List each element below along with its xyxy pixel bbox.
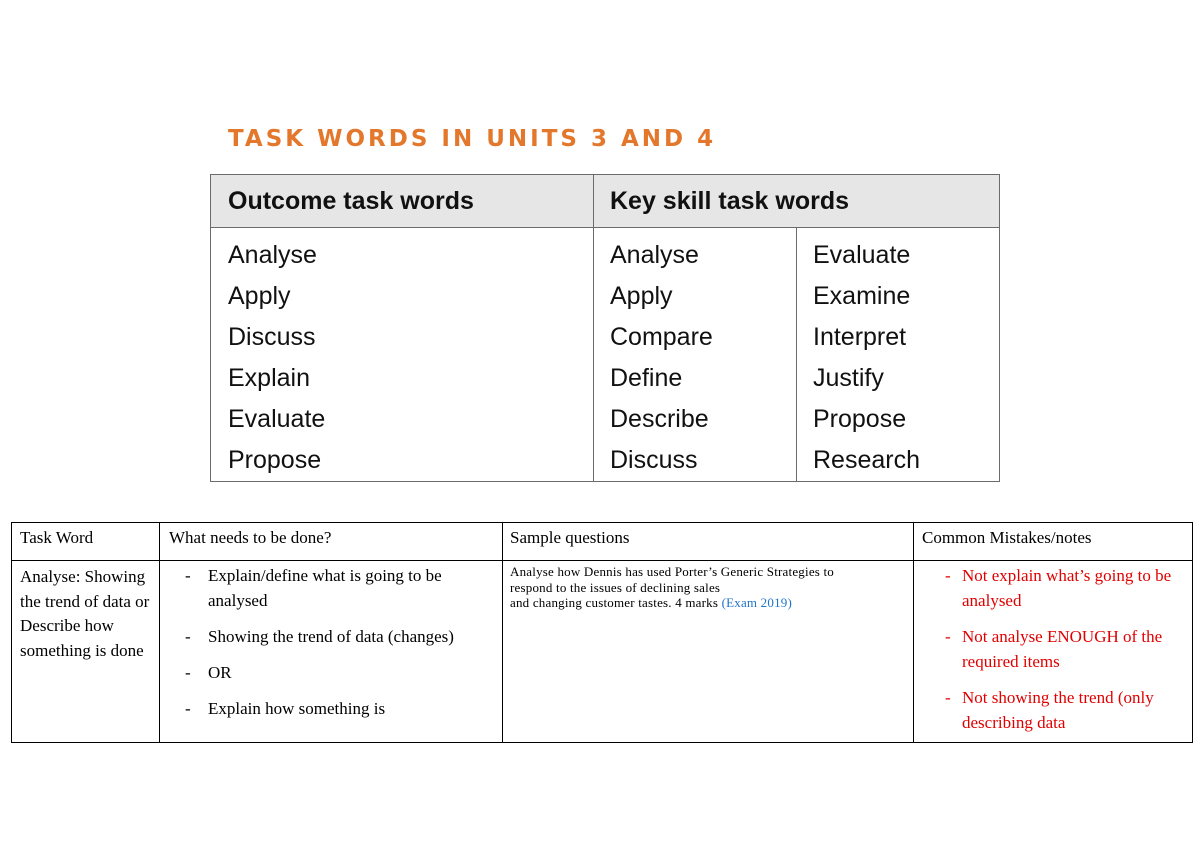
key-skill-word: Describe [610,405,709,433]
outcome-word: Propose [228,446,322,474]
header-task-word: Task Word [20,528,94,547]
exam-reference: (Exam 2019) [721,595,793,610]
key-skill-word: Examine [813,282,911,310]
sample-question-cell [510,564,905,611]
outcome-word: Discuss [228,323,316,351]
list-item: - Not analyse ENOUGH of the required items [942,624,1177,674]
task-words-table-header [211,175,999,228]
list-item: - Not showing the trend (only describing data [942,685,1177,735]
outcome-word: Evaluate [228,405,326,433]
task-word-cell: Analyse: Showing the trend of data or Describe how something is done [20,567,150,660]
sample-question-text: and changing customer tastes. 4 marks [510,595,722,610]
header-sample-questions: Sample questions [510,528,630,547]
list-item: - Not explain what’s going to be analysed [942,563,1177,613]
sample-question-line: Analyse how Dennis has used Porter’s Generic Strategies to [510,564,835,579]
list-item: - Explain how something is [182,696,502,721]
list-item: - Showing the trend of data (changes) [182,624,502,649]
key-skill-word: Discuss [610,446,698,474]
task-words-table [210,174,1000,482]
what-needs-list [182,563,502,732]
key-skill-word: Research [813,446,920,474]
outcome-word: Apply [228,282,291,310]
key-skill-word: Define [610,364,683,392]
column-divider [502,523,503,742]
key-skill-word: Evaluate [813,241,911,269]
outcome-word: Analyse [228,241,317,269]
page-title: TASK WORDS IN UNITS 3 AND 4 [228,126,717,152]
row-divider [12,560,1192,561]
mistakes-list [942,563,1177,746]
key-skill-word: Apply [610,282,673,310]
column-divider [913,523,914,742]
key-skill-word: Analyse [610,241,699,269]
sample-question-line: respond to the issues of declining sales [510,579,721,595]
key-skill-header: Key skill task words [610,187,850,215]
list-item: - OR [182,660,502,685]
key-skill-word: Justify [813,364,884,392]
column-divider [159,523,160,742]
list-item: - Explain/define what is going to be analysed [182,563,502,613]
key-skill-words-column-1 [593,228,713,481]
outcome-header: Outcome task words [228,187,474,215]
key-skill-word: Compare [610,323,713,351]
sample-question-line [510,595,905,611]
key-skill-word: Propose [813,405,907,433]
outcome-word: Explain [228,364,310,392]
key-skill-word: Interpret [813,323,907,351]
header-what-needs: What needs to be done? [169,528,332,547]
key-skill-words-column-2 [796,228,920,481]
outcome-words-column [211,228,325,481]
detail-table [11,522,1193,743]
header-common-mistakes: Common Mistakes/notes [922,528,1092,547]
